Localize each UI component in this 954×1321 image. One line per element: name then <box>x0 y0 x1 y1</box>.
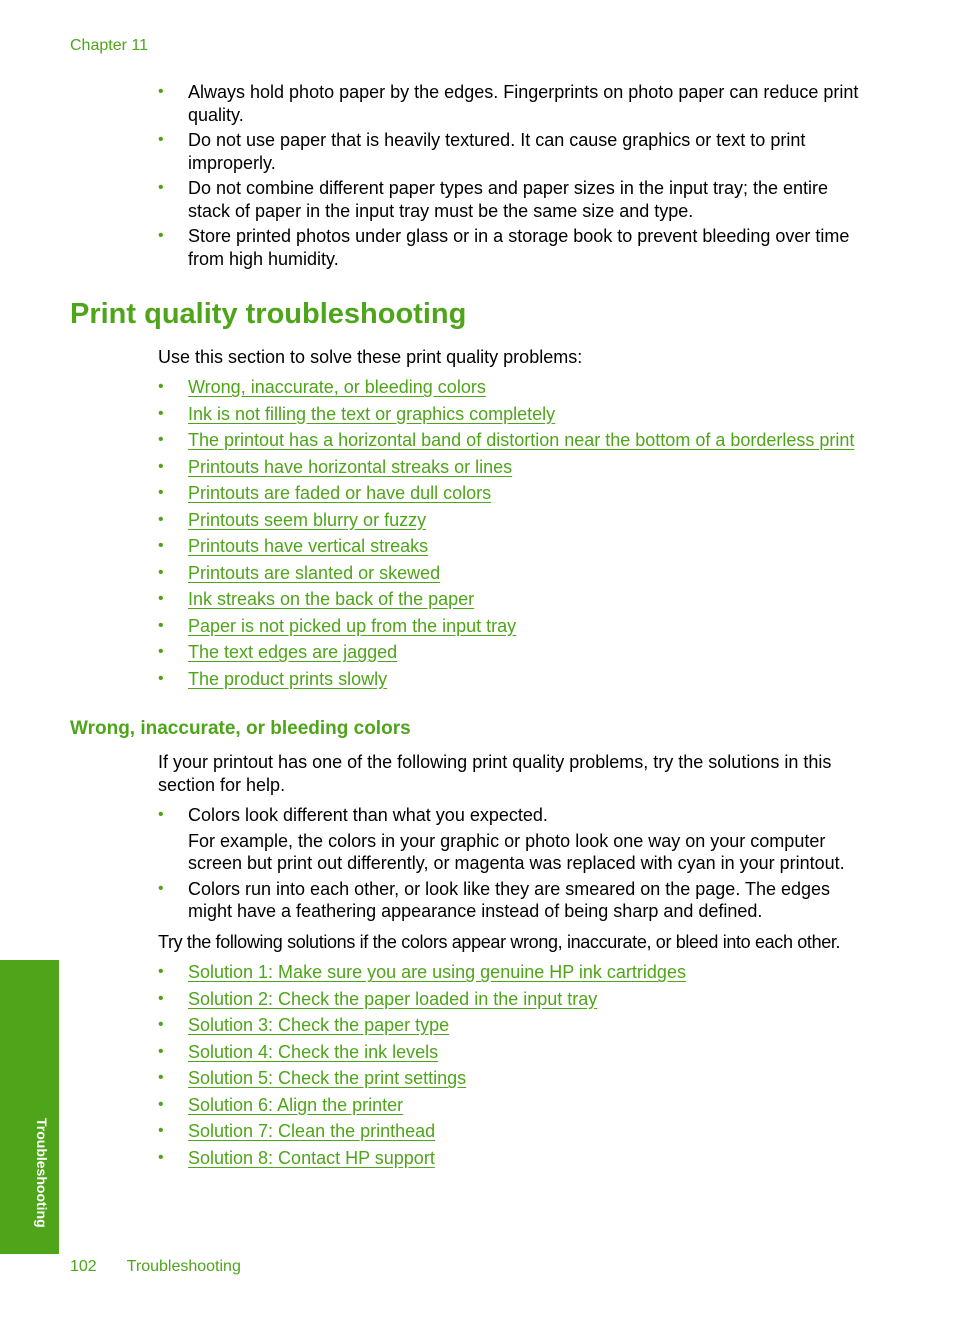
subsection-intro: If your printout has one of the following print quality problems, try the solutions in this section for help. <box>158 752 832 795</box>
link-solution-8[interactable]: Solution 8: Contact HP support <box>188 1147 435 1168</box>
section-intro-block <box>158 346 870 369</box>
link-paper-not-picked[interactable]: Paper is not picked up from the input tray <box>188 615 517 636</box>
bullet-icon: • <box>158 431 164 448</box>
bullet-icon: • <box>158 457 164 475</box>
bullet-icon: • <box>158 1122 164 1139</box>
list-item <box>158 1065 870 1092</box>
bullet-icon: • <box>158 537 164 554</box>
list-item <box>158 560 870 587</box>
tips-list <box>158 81 870 270</box>
problem-detail: For example, the colors in your graphic or photo look one way on your computer screen but print out differently, or magenta was replaced with cyan in your printout. <box>188 830 845 873</box>
bullet-icon: • <box>158 1148 164 1166</box>
solutions-block <box>158 959 870 1171</box>
list-item: • Do not combine different paper types and paper sizes in the input tray; the entire stack of paper in the input tray must be the same size and type. <box>158 178 829 221</box>
list-item <box>158 1012 870 1039</box>
link-blurry[interactable]: Printouts seem blurry or fuzzy <box>188 509 427 530</box>
link-horizontal-band[interactable]: The printout has a horizontal band of distortion near the bottom of a borderless print <box>188 430 855 450</box>
bullet-icon: • <box>158 484 164 501</box>
list-item <box>158 639 870 666</box>
list-item: • Do not use paper that is heavily textured. It can cause graphics or text to print improperly. <box>158 130 806 173</box>
solution-links-list <box>158 959 870 1171</box>
link-solution-1[interactable]: Solution 1: Make sure you are using genuine HP ink cartridges <box>188 962 686 982</box>
page-number: 102 <box>70 1258 97 1275</box>
problems-list <box>158 804 870 923</box>
list-item <box>158 374 870 401</box>
link-vertical-streaks[interactable]: Printouts have vertical streaks <box>188 536 429 556</box>
list-item: • Store printed photos under glass or in a storage book to prevent bleeding over time from high humidity. <box>158 226 850 269</box>
list-item <box>158 533 870 560</box>
bullet-icon: • <box>158 1095 164 1113</box>
link-solution-7[interactable]: Solution 7: Clean the printhead <box>188 1121 436 1141</box>
bullet-icon: • <box>158 179 164 196</box>
section-title: Print quality troubleshooting <box>70 298 467 330</box>
bullet-icon: • <box>158 404 164 422</box>
subsection-intro-block <box>158 751 870 796</box>
side-tab <box>0 960 59 1254</box>
problem-links-list <box>158 374 870 692</box>
list-item <box>158 959 870 986</box>
link-solution-4[interactable]: Solution 4: Check the ink levels <box>188 1041 439 1062</box>
list-item <box>158 454 870 481</box>
subsection-title: Wrong, inaccurate, or bleeding colors <box>70 718 411 739</box>
bullet-icon: • <box>158 1042 164 1060</box>
list-item <box>158 427 870 454</box>
bullet-icon: • <box>158 669 164 687</box>
bullet-icon: • <box>158 643 164 660</box>
bullet-icon: • <box>158 83 164 100</box>
problems-block <box>158 804 870 926</box>
bullet-icon: • <box>158 563 164 581</box>
list-item <box>158 666 870 693</box>
list-item <box>158 507 870 534</box>
link-prints-slowly[interactable]: The product prints slowly <box>188 668 388 689</box>
bullet-icon: • <box>158 227 164 244</box>
problems-links-block <box>158 374 870 692</box>
bullet-icon: • <box>158 590 164 607</box>
side-tab-label: Troubleshooting <box>34 1118 50 1228</box>
list-item <box>158 480 870 507</box>
bullet-icon: • <box>158 806 164 823</box>
bullet-icon: • <box>158 510 164 528</box>
try-text-block <box>158 931 874 954</box>
bullet-icon: • <box>158 131 164 148</box>
list-item <box>158 401 870 428</box>
list-item <box>158 586 870 613</box>
link-solution-5[interactable]: Solution 5: Check the print settings <box>188 1068 467 1088</box>
bullet-icon: • <box>158 616 164 634</box>
link-faded-colors[interactable]: Printouts are faded or have dull colors <box>188 483 492 503</box>
try-text: Try the following solutions if the colors appear wrong, inaccurate, or bleed into each other. <box>158 932 841 952</box>
footer-section: Troubleshooting <box>126 1258 241 1275</box>
list-item <box>158 613 870 640</box>
list-item <box>158 986 870 1013</box>
link-solution-2[interactable]: Solution 2: Check the paper loaded in the input tray <box>188 988 598 1009</box>
chapter-header: Chapter 11 <box>70 37 148 54</box>
section-intro: Use this section to solve these print quality problems: <box>158 347 583 367</box>
page-footer <box>70 1258 271 1276</box>
bullet-icon: • <box>158 879 164 897</box>
link-slanted[interactable]: Printouts are slanted or skewed <box>188 562 441 583</box>
bullet-icon: • <box>158 1069 164 1086</box>
link-jagged-text[interactable]: The text edges are jagged <box>188 642 398 662</box>
list-item: • Always hold photo paper by the edges. Fingerprints on photo paper can reduce print quality. <box>158 82 859 125</box>
list-item: • Colors run into each other, or look like they are smeared on the page. The edges might have a feathering appearance instead of being sharp and defined. <box>158 878 831 921</box>
link-wrong-colors[interactable]: Wrong, inaccurate, or bleeding colors <box>188 377 486 397</box>
link-solution-3[interactable]: Solution 3: Check the paper type <box>188 1015 450 1035</box>
link-solution-6[interactable]: Solution 6: Align the printer <box>188 1094 404 1115</box>
bullet-icon: • <box>158 1016 164 1033</box>
bullet-icon: • <box>158 378 164 395</box>
tips-block <box>158 81 870 273</box>
link-horizontal-streaks[interactable]: Printouts have horizontal streaks or lines <box>188 456 513 477</box>
bullet-icon: • <box>158 963 164 980</box>
list-item <box>158 1118 870 1145</box>
link-ink-not-filling[interactable]: Ink is not filling the text or graphics completely <box>188 403 556 424</box>
list-item <box>158 1039 870 1066</box>
bullet-icon: • <box>158 989 164 1007</box>
list-item <box>158 1092 870 1119</box>
list-item: • Colors look different than what you expected. For example, the colors in your graphic or photo look one way on your computer screen but print out differently, or magenta was replaced with cyan in your printout. <box>158 804 870 875</box>
link-ink-streaks-back[interactable]: Ink streaks on the back of the paper <box>188 589 475 609</box>
list-item <box>158 1145 870 1172</box>
